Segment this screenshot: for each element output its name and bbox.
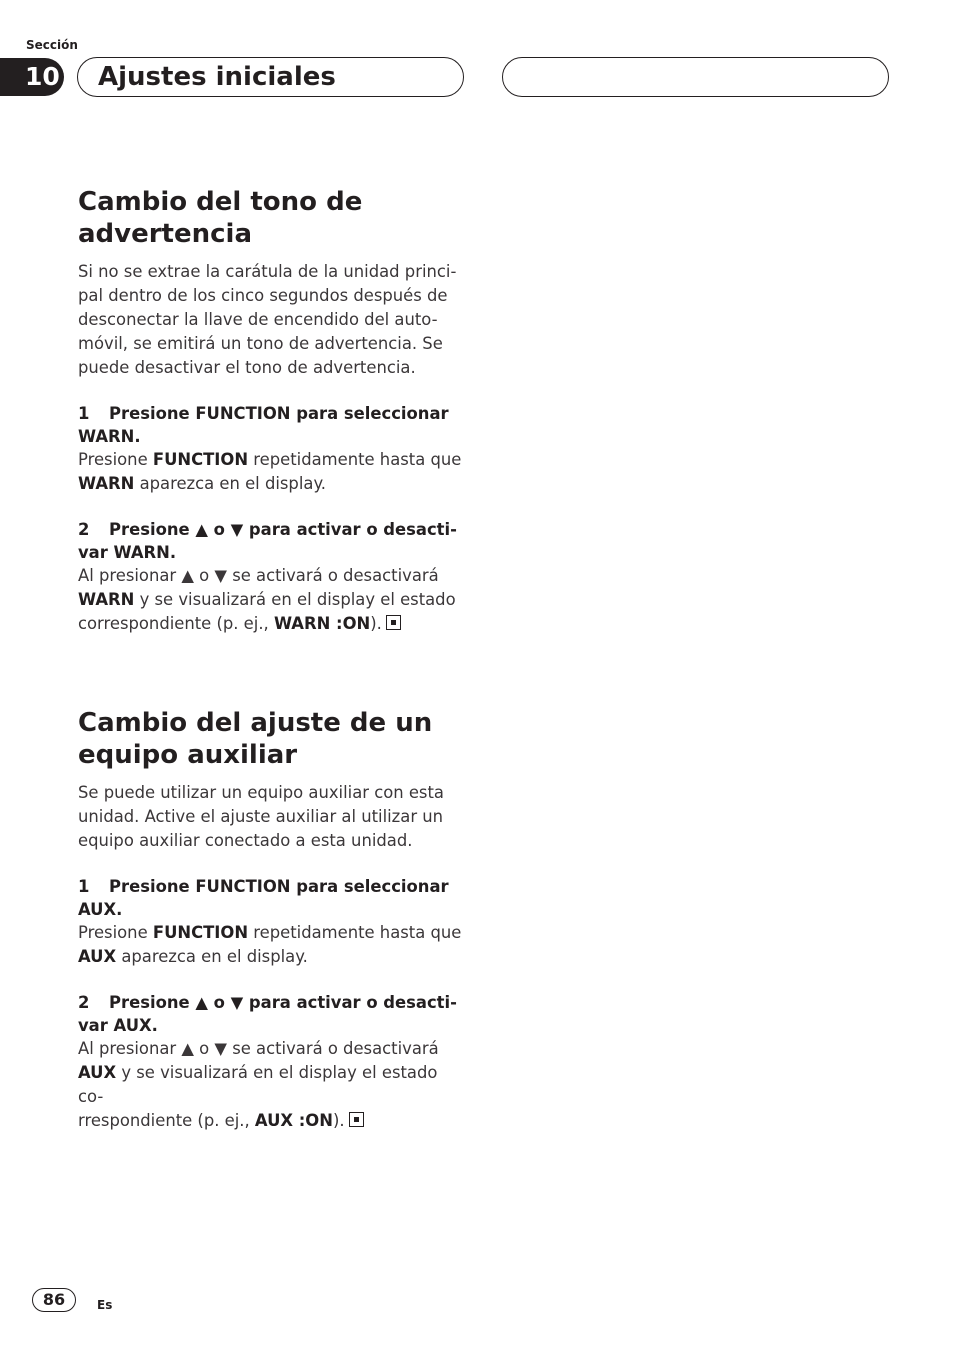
step-text: Presione FUNCTION para seleccionar: [109, 877, 449, 896]
step-text: WARN.: [78, 427, 141, 446]
text-line: pal dentro de los cinco segundos después de: [78, 286, 448, 305]
end-of-section-icon: [386, 615, 401, 630]
language-code: Es: [97, 1298, 113, 1312]
step-text: Presione ▲ o ▼ para activar o desacti-: [109, 520, 457, 539]
body-text: y se visualizará en el display el estado: [134, 590, 456, 609]
step-text: AUX.: [78, 900, 123, 919]
body-text: repetidamente hasta que: [248, 923, 462, 942]
end-of-section-icon: [349, 1112, 364, 1127]
body-text: rrespondiente (p. ej.,: [78, 1111, 255, 1130]
step-heading: [78, 875, 466, 921]
step-body: [78, 1037, 466, 1133]
bold-term: WARN :ON: [273, 614, 371, 633]
section-label: Sección: [26, 38, 78, 52]
bold-term: AUX: [78, 1063, 117, 1082]
body-text: Al presionar ▲ o ▼ se activará o desactivará: [78, 566, 439, 585]
bold-term: WARN: [78, 474, 135, 493]
text-line: equipo auxiliar conectado a esta unidad.: [78, 831, 413, 850]
text-line: desconectar la llave de encendido del auto-: [78, 310, 438, 329]
section-number-badge: 10: [0, 58, 64, 96]
step-heading: [78, 518, 466, 564]
page-number: 86: [32, 1288, 76, 1312]
bold-term: AUX :ON: [254, 1111, 333, 1130]
step-number: 1: [78, 404, 90, 423]
heading-line: equipo auxiliar: [78, 740, 298, 770]
text-line: Se puede utilizar un equipo auxiliar con esta: [78, 783, 444, 802]
bold-term: FUNCTION: [152, 450, 249, 469]
section-heading: [78, 707, 466, 771]
body-text: aparezca en el display.: [116, 947, 308, 966]
step-body: [78, 921, 466, 969]
bold-term: FUNCTION: [152, 923, 249, 942]
text-line: Si no se extrae la carátula de la unidad princi-: [78, 262, 457, 281]
text-line: puede desactivar el tono de advertencia.: [78, 358, 416, 377]
empty-header-box: [502, 57, 889, 97]
step-text: Presione ▲ o ▼ para activar o desacti-: [109, 993, 457, 1012]
step-heading: [78, 991, 466, 1037]
section-auxiliary-equipment: [78, 707, 466, 1133]
body-text: Al presionar ▲ o ▼ se activará o desactivará: [78, 1039, 439, 1058]
chapter-title: Ajustes iniciales: [98, 62, 336, 92]
intro-paragraph: [78, 260, 466, 380]
step-number: 2: [78, 993, 90, 1012]
step-number: 1: [78, 877, 90, 896]
bold-term: WARN: [78, 590, 135, 609]
section-heading: [78, 186, 466, 250]
heading-line: Cambio del tono de: [78, 187, 363, 217]
body-text: correspondiente (p. ej.,: [78, 614, 274, 633]
text-line: móvil, se emitirá un tono de advertencia. Se: [78, 334, 443, 353]
text-line: unidad. Active el ajuste auxiliar al utilizar un: [78, 807, 444, 826]
body-text: Presione: [78, 450, 153, 469]
bold-term: AUX: [78, 947, 117, 966]
section-warning-tone: [78, 186, 466, 636]
step-text: Presione FUNCTION para seleccionar: [109, 404, 449, 423]
body-text: ).: [332, 1111, 345, 1130]
step-heading: [78, 402, 466, 448]
step-body: [78, 564, 466, 636]
body-text: aparezca en el display.: [134, 474, 327, 493]
body-text: y se visualizará en el display el estado co-: [78, 1063, 438, 1106]
body-text: Presione: [78, 923, 153, 942]
step-body: [78, 448, 466, 496]
body-text: repetidamente hasta que: [248, 450, 462, 469]
step-text: var AUX.: [78, 1016, 158, 1035]
chapter-title-box: [77, 57, 464, 97]
step-text: var WARN.: [78, 543, 177, 562]
heading-line: advertencia: [78, 219, 253, 249]
body-text: ).: [370, 614, 382, 633]
intro-paragraph: [78, 781, 466, 853]
heading-line: Cambio del ajuste de un: [78, 708, 433, 738]
step-number: 2: [78, 520, 90, 539]
